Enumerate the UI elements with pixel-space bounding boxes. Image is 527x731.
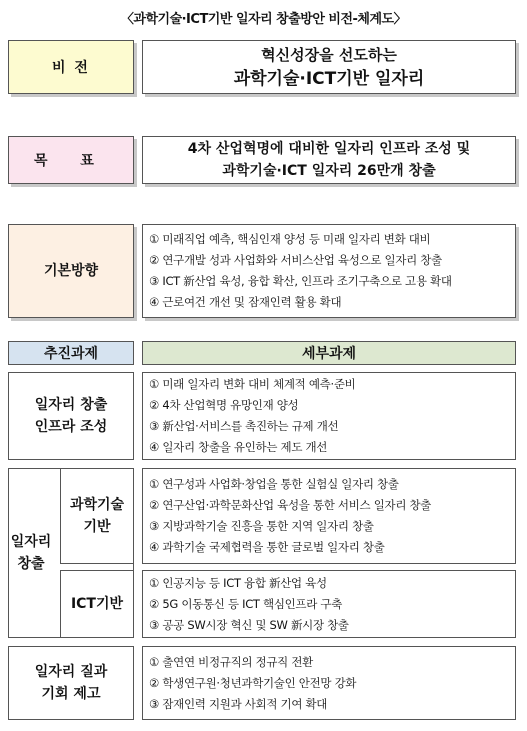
list-item: ④ 일자리 창출을 유인하는 제도 개선 bbox=[149, 440, 328, 454]
quality-label-line-1: 일자리 질과 bbox=[34, 664, 108, 680]
list-item: ② 4차 산업혁명 유망인재 양성 bbox=[149, 398, 299, 412]
science-list bbox=[142, 468, 516, 564]
list-item: ① 미래직업 예측, 핵심인재 양성 등 미래 일자리 변화 대비 bbox=[149, 232, 431, 246]
goal-label: 목 표 bbox=[8, 136, 134, 184]
science-label-line-2: 기반 bbox=[83, 519, 111, 535]
header-subtasks: 세부과제 bbox=[142, 341, 516, 365]
list-item: ③ 지방과학기술 진흥을 통한 지역 일자리 창출 bbox=[149, 519, 374, 533]
list-item: ① 연구성과 사업화·창업을 통한 실험실 일자리 창출 bbox=[149, 477, 399, 491]
list-item: ③ ICT 新산업 육성, 융합 확산, 인프라 조기구축으로 고용 확대 bbox=[149, 274, 452, 288]
goal-line-1: 4차 산업혁명에 대비한 일자리 인프라 조성 및 bbox=[187, 141, 471, 157]
infra-label bbox=[8, 372, 134, 460]
list-item: ② 연구산업·과학문화산업 육성을 통한 서비스 일자리 창출 bbox=[149, 498, 432, 512]
list-item: ② 5G 이동통신 등 ICT 핵심인프라 구축 bbox=[149, 596, 343, 611]
quality-list bbox=[142, 646, 516, 720]
science-label bbox=[60, 468, 134, 564]
list-item: ① 출연연 비정규직의 정규직 전환 bbox=[149, 654, 313, 669]
goal-line-2: 과학기술·ICT 일자리 26만개 창출 bbox=[222, 163, 436, 179]
vision-line-2: 과학기술·ICT기반 일자리 bbox=[233, 69, 425, 89]
list-item: ④ 근로여건 개선 및 잠재인력 활용 확대 bbox=[149, 295, 342, 309]
list-item: ② 연구개발 성과 사업화와 서비스산업 육성으로 일자리 창출 bbox=[149, 253, 442, 267]
page-title: 〈과학기술·ICT기반 일자리 창출방안 비전-체계도〉 bbox=[120, 12, 407, 27]
list-item: ④ 과학기술 국제협력을 통한 글로벌 일자리 창출 bbox=[149, 540, 385, 554]
basic-direction-list bbox=[142, 224, 516, 318]
vision-label: 비 전 bbox=[8, 40, 134, 94]
header-tasks: 추진과제 bbox=[8, 341, 134, 365]
ict-label: ICT기반 bbox=[60, 570, 134, 638]
infra-list bbox=[142, 372, 516, 460]
list-item: ③ 잠재인력 지원과 사회적 기여 확대 bbox=[149, 696, 328, 711]
creation-label-line-2: 창출 bbox=[17, 556, 45, 572]
vision-line-1: 혁신성장을 선도하는 bbox=[261, 46, 397, 64]
creation-label-line-1: 일자리 bbox=[10, 534, 52, 550]
goal-statement bbox=[142, 136, 516, 184]
quality-label-line-2: 기회 제고 bbox=[41, 686, 101, 702]
infra-label-line-2: 인프라 조성 bbox=[34, 419, 108, 435]
list-item: ① 인공지능 등 ICT 융합 新산업 육성 bbox=[149, 575, 327, 590]
basic-direction-label: 기본방향 bbox=[8, 224, 134, 318]
science-label-line-1: 과학기술 bbox=[69, 497, 125, 513]
list-item: ③ 공공 SW시장 혁신 및 SW 新시장 창출 bbox=[149, 617, 349, 632]
quality-label bbox=[8, 646, 134, 720]
infra-label-line-1: 일자리 창출 bbox=[34, 397, 108, 413]
ict-list bbox=[142, 570, 516, 638]
list-item: ① 미래 일자리 변화 대비 체계적 예측·준비 bbox=[149, 377, 356, 391]
vision-statement bbox=[142, 40, 516, 94]
creation-label-text bbox=[8, 468, 54, 638]
list-item: ② 학생연구원·청년과학기술인 안전망 강화 bbox=[149, 675, 357, 690]
list-item: ③ 新산업·서비스를 촉진하는 규제 개선 bbox=[149, 419, 339, 433]
